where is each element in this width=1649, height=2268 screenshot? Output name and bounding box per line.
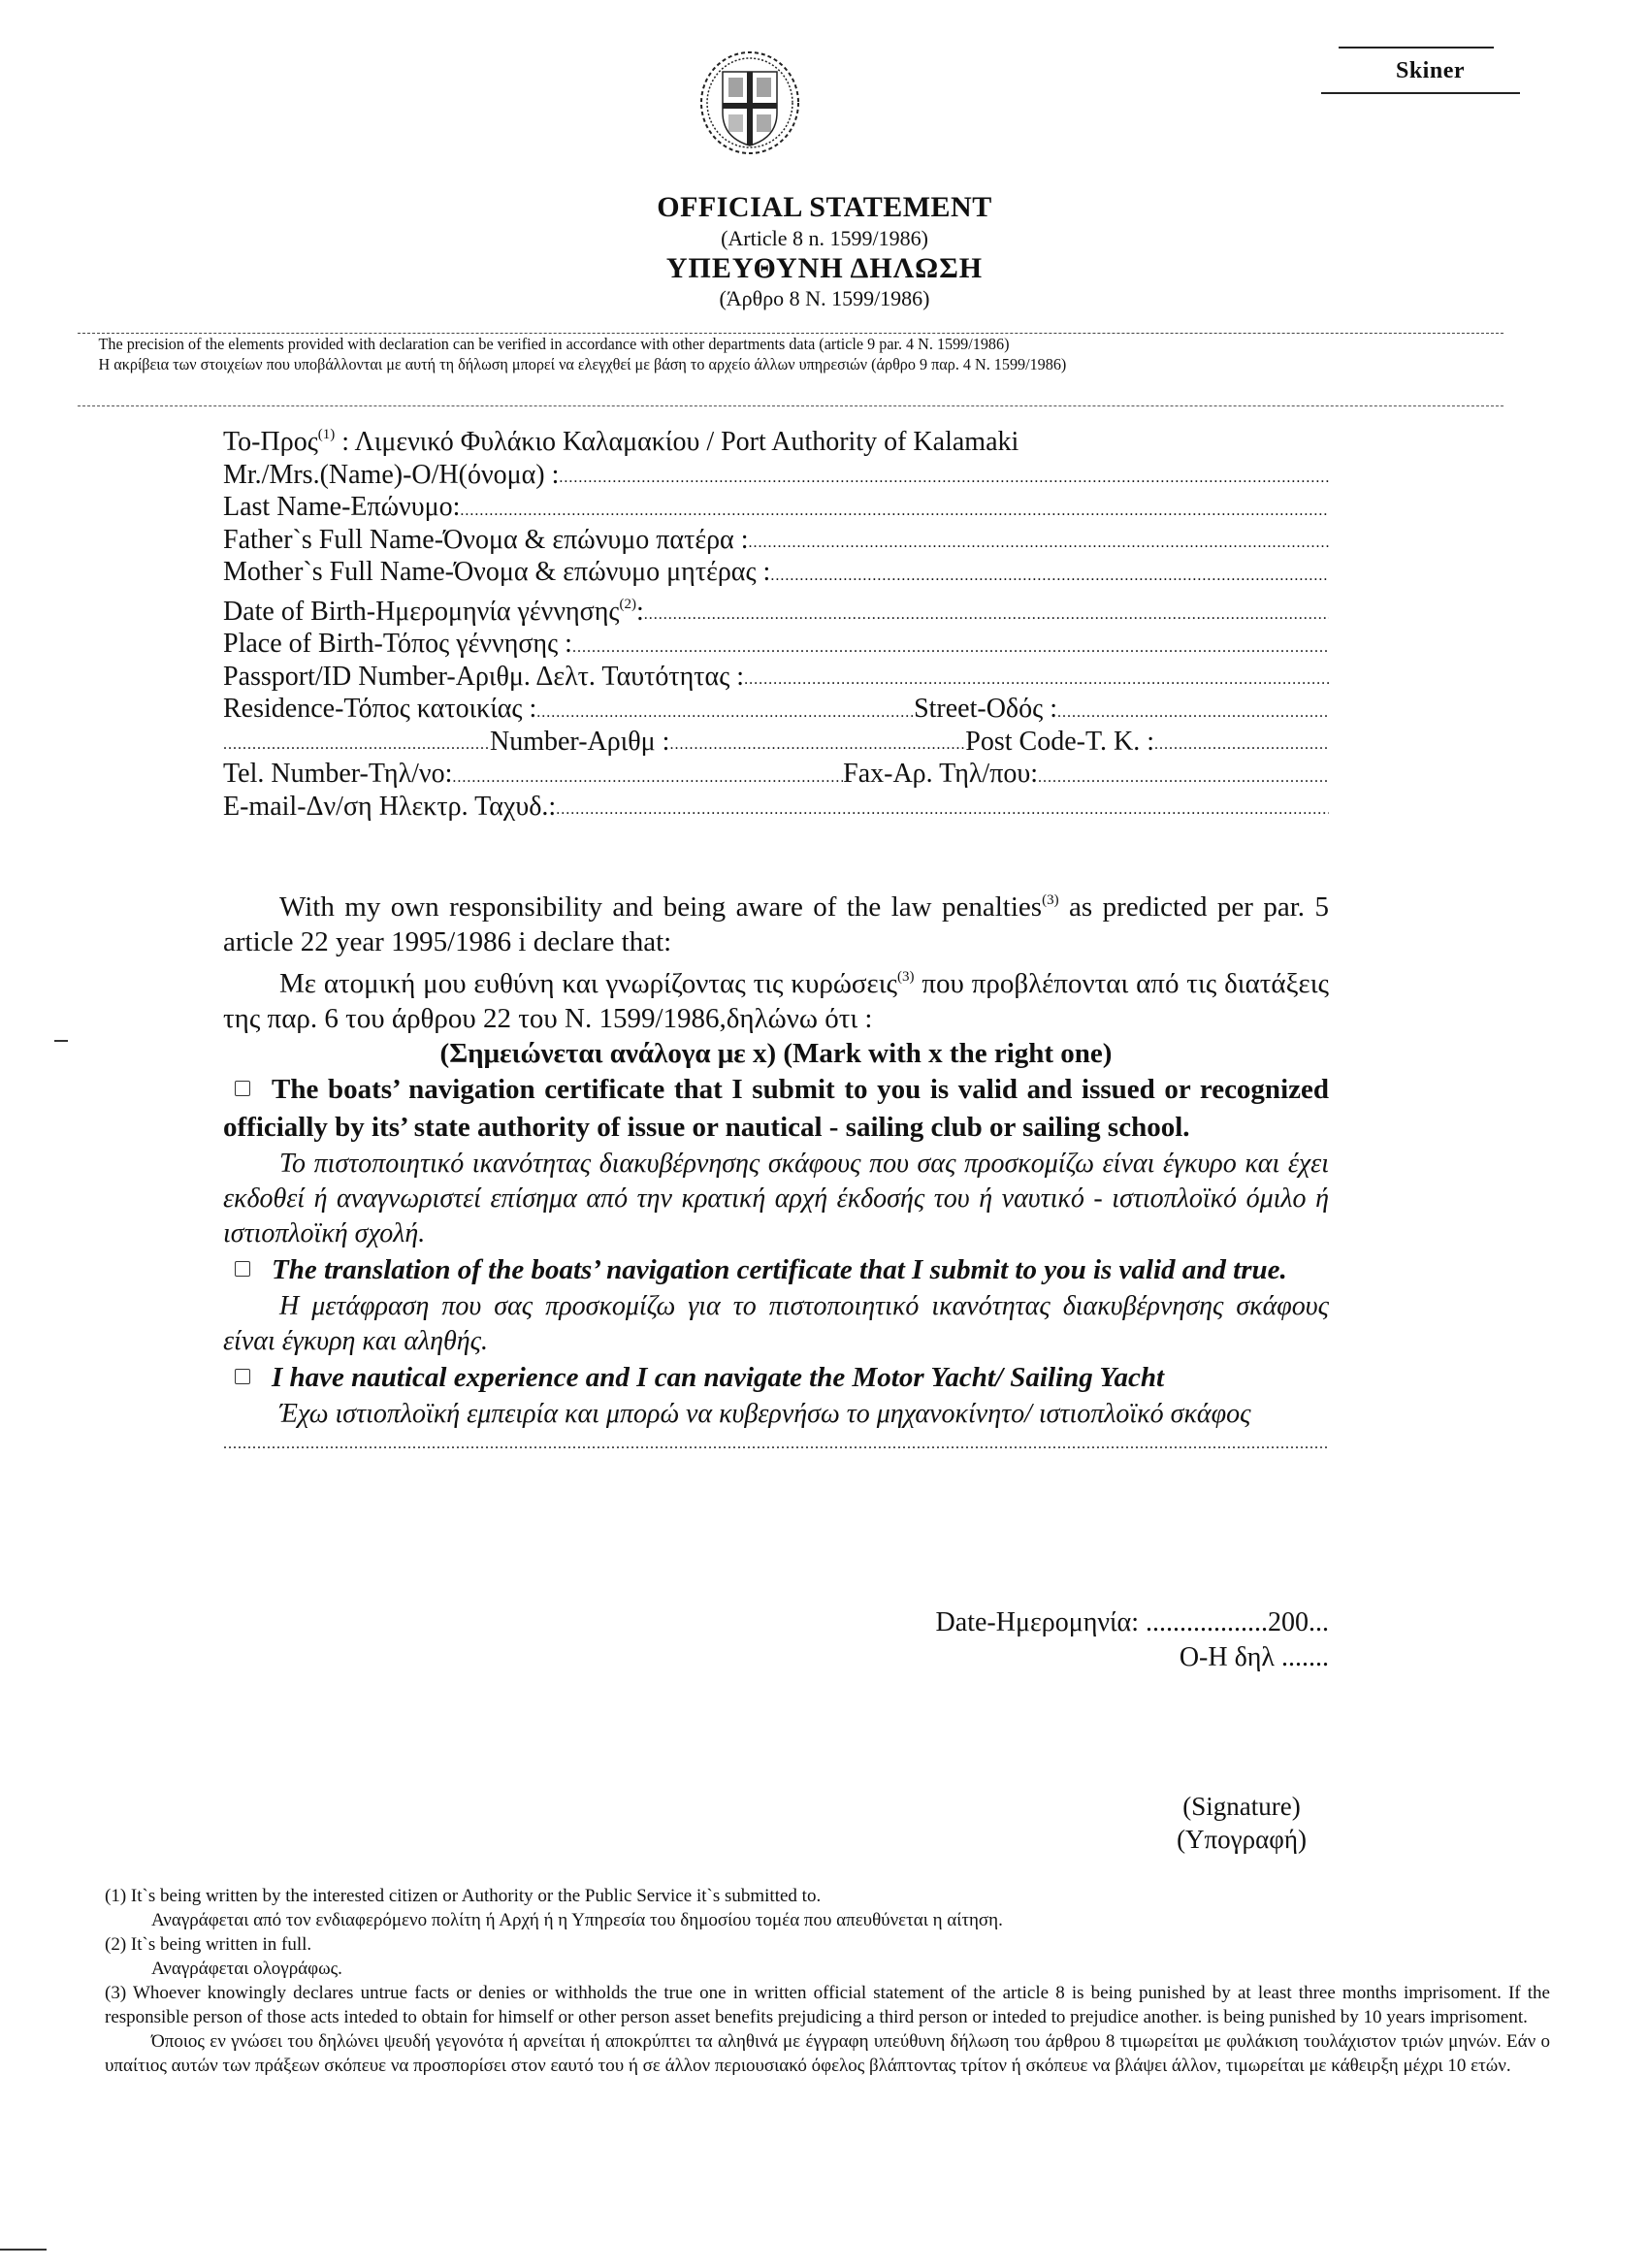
skiner-stamp	[1321, 47, 1520, 94]
vessel-type-input[interactable]	[223, 1432, 1329, 1457]
field-mother-name[interactable]	[223, 556, 1329, 589]
field-label: Place of Birth-Τόπος γέννησης :	[223, 629, 572, 659]
name-input[interactable]	[559, 466, 1329, 491]
checkbox-translation[interactable]	[235, 1261, 250, 1277]
field-name[interactable]	[223, 459, 1329, 492]
postcode-input[interactable]	[1154, 732, 1329, 758]
date-block	[844, 1605, 1329, 1675]
email-input[interactable]	[556, 797, 1329, 823]
option-gr: Έχω ιστιοπλοϊκή εμπειρία και μπορώ να κυβερνήσω το μηχανοκίνητο/ ιστιοπλοϊκό σκάφος	[279, 1399, 1251, 1429]
email-label: E-mail-Δν/ση Ηλεκτρ. Ταχυδ.:	[223, 791, 557, 822]
father-name-input[interactable]	[749, 531, 1329, 556]
last-name-input[interactable]	[460, 499, 1329, 524]
number-input[interactable]	[669, 732, 965, 758]
declaration-intro-gr: Με ατομική μου ευθύνη και γνωρίζοντας τις κυρώσεις$^{(3)}$ που προβλέπονται από τις διατάξεις της παρ. 6 του άρθρου 22 του Ν. 1599/1986,δηλώνω ότι :	[223, 968, 1329, 1034]
field-label: Passport/ID Number-Αριθμ. Δελτ. Ταυτότητας :	[223, 661, 745, 692]
postcode-label: Post Code-Τ. Κ. :	[965, 726, 1154, 757]
personal-details-form	[223, 419, 1329, 823]
checkbox-nautical-experience[interactable]	[235, 1369, 250, 1384]
footnotes	[105, 1884, 1550, 2078]
stamp-bottom-rule	[1321, 92, 1520, 94]
date-label: Date-Ημερομηνία:	[935, 1607, 1146, 1637]
footnote-1-en: (1) It`s being written by the interested citizen or Authority or the Public Service it`s submitted to.	[105, 1886, 822, 1906]
street-label: Street-Οδός :	[914, 694, 1057, 724]
vessel-type-field[interactable]	[223, 1432, 1329, 1457]
option-nautical-experience	[223, 1359, 1329, 1457]
option-en: The translation of the boats’ navigation certificate that I submit to you is valid and true.	[223, 1251, 1329, 1289]
stamp-label: Skiner	[1395, 58, 1465, 83]
footnote-1-gr: Αναγράφεται από τον ενδιαφερόμενο πολίτη ή Αρχή ή η Υπηρεσία του δημοσίου τομέα που απευθύνεται η αίτηση.	[151, 1910, 1003, 1930]
field-passport-id[interactable]	[223, 661, 1329, 694]
title-gr: ΥΠΕΥΘΥΝΗ ΔΗΛΩΣΗ	[665, 252, 984, 284]
field-label: Date of Birth-Ημερομηνία γέννησης$^{(2)}$:	[223, 596, 644, 627]
date-of-birth-input[interactable]	[644, 602, 1329, 628]
passport-id-input[interactable]	[744, 667, 1329, 693]
footnote-3-gr: Όποιος εν γνώσει του δηλώνει ψευδή γεγονότα ή αρνείται ή αποκρύπτει τα αληθινά με έγγραφη υπεύθυνη δήλωση του άρθρου 8 τιμωρείται με φυλάκιση τουλάχιστον τριών μηνών. Εάν ο υπαίτιος αυτών των πράξεων σκόπευε να προσπορίσει στον εαυτό του ή σε άλλον περιουσιακό όφελος βλάπτοντας τρίτον ή σκόπευε να βλάψει άλλον, τιμωρείται με κάθειρξη μέχρι 10 ετών.	[105, 2031, 1550, 2076]
place-of-birth-input[interactable]	[572, 635, 1329, 661]
field-date-of-birth[interactable]	[223, 589, 1329, 629]
residence-input[interactable]	[536, 700, 914, 726]
field-residence-street[interactable]	[223, 693, 1329, 726]
greek-coat-of-arms-icon	[696, 49, 803, 157]
field-label: Father`s Full Name-Όνομα & επώνυμο πατέρα :	[223, 524, 749, 555]
declaration-section	[223, 883, 1329, 1457]
recipient-row	[223, 419, 1329, 459]
date-row[interactable]	[844, 1605, 1329, 1640]
declaration-intro-en: With my own responsibility and being aware of the law penalties$^{(3)}$ as predicted per par. 5 article 22 year 1995/1986 i declare that:	[223, 891, 1329, 957]
option-valid-certificate	[223, 1071, 1329, 1251]
field-place-of-birth[interactable]	[223, 628, 1329, 661]
declarant-label: Ο-Η δηλ .......	[1179, 1642, 1329, 1672]
signature-label-en: (Signature)	[1182, 1792, 1301, 1821]
tel-label: Tel. Number-Τηλ/νο:	[223, 759, 453, 789]
field-label: Mother`s Full Name-Όνομα & επώνυμο μητέρας :	[223, 557, 771, 587]
option-en: The boats’ navigation certificate that I submit to you is valid and issued or recognized officially by its’ state authority of issue or nautical - sailing club or sailing school.	[223, 1074, 1329, 1143]
field-tel-fax[interactable]	[223, 758, 1329, 791]
field-email[interactable]	[223, 791, 1329, 824]
mother-name-input[interactable]	[770, 564, 1329, 589]
document-title-block	[388, 189, 1261, 311]
stamp-top-rule	[1339, 47, 1494, 49]
field-last-name[interactable]	[223, 491, 1329, 524]
option-gr: Η μετάφραση που σας προσκομίζω για το πιστοποιητικό ικανότητας διακυβέρνησης σκάφους είναι έγκυρη και αληθής.	[223, 1291, 1329, 1356]
number-label: Number-Αριθμ :	[490, 726, 670, 757]
option-translation	[223, 1251, 1329, 1359]
recipient-label: Το-Προς$^{(1)}$ : Λιμενικό Φυλάκιο Καλαμακίου / Port Authority of Kalamaki	[223, 427, 1019, 457]
field-label: Mr./Mrs.(Name)-Ο/Η(όνομα) :	[223, 459, 560, 490]
footnote-3-en: (3) Whoever knowingly declares untrue facts or denies or withholds the true one in written official statement of the article 8 is being punished by at least three months imprisoment. If the responsible person of those acts inteded to obtain for himself or other person asset benefits prejudicing a third person or inteded to prejudice another. is being punished by 10 years imprisoment.	[105, 1983, 1550, 2027]
title-en: OFFICIAL STATEMENT	[657, 191, 992, 223]
option-en: I have nautical experience and I can navigate the Motor Yacht/ Sailing Yacht	[223, 1359, 1329, 1397]
field-number-postcode[interactable]	[223, 726, 1329, 759]
notice-gr: Η ακρίβεια των στοιχείων που υποβάλλονται με αυτή τη δήλωση μπορεί να ελεγχθεί με βάση το αρχείο άλλων υπηρεσιών (άρθρο 9 παρ. 4 Ν. 1599/1986)	[98, 355, 1067, 373]
field-father-name[interactable]	[223, 524, 1329, 557]
mark-instruction: (Σημειώνεται ανάλογα με x) (Mark with x the right one)	[439, 1038, 1113, 1069]
notice-divider	[78, 405, 1504, 406]
footnote-2-en: (2) It`s being written in full.	[105, 1934, 312, 1955]
street-input[interactable]	[1057, 700, 1329, 726]
checkbox-valid-certificate[interactable]	[235, 1081, 250, 1096]
subtitle-gr: (Άρθρο 8 Ν. 1599/1986)	[719, 286, 930, 310]
option-gr: Το πιστοποιητικό ικανότητας διακυβέρνησης σκάφους που σας προσκομίζω είναι έγκυρο και έχει εκδοθεί ή αναγνωριστεί επίσημα από την κρατική αρχή έκδοσής του ή ναυτικό - ιστιοπλοϊκό όμιλο ή ιστιοπλοϊκή σχολή.	[223, 1149, 1329, 1248]
footnote-2-gr: Αναγράφεται ολογράφως.	[151, 1959, 342, 1979]
scan-mark	[54, 1040, 68, 1042]
number-prefix-input[interactable]	[223, 732, 490, 758]
date-input[interactable]: ..................200...	[1146, 1607, 1329, 1637]
residence-label: Residence-Τόπος κατοικίας :	[223, 694, 537, 724]
tel-input[interactable]	[452, 765, 843, 791]
signature-block[interactable]	[1154, 1790, 1329, 1856]
scan-mark-bottom	[0, 2249, 47, 2251]
recipient-value: : Λιμενικό Φυλάκιο Καλαμακίου / Port Authority of Kalamaki	[335, 427, 1019, 457]
signature-label-gr: (Υπογραφή)	[1177, 1825, 1307, 1854]
fax-label: Fax-Αρ. Τηλ/που:	[843, 759, 1038, 789]
field-label: Last Name-Επώνυμο:	[223, 492, 461, 522]
subtitle-en: (Article 8 n. 1599/1986)	[721, 226, 928, 250]
notice-en: The precision of the elements provided with declaration can be verified in accordance with other departments data (article 9 par. 4 N. 1599/1986)	[98, 335, 1010, 353]
fax-input[interactable]	[1038, 765, 1329, 791]
verification-notice	[78, 333, 1504, 374]
